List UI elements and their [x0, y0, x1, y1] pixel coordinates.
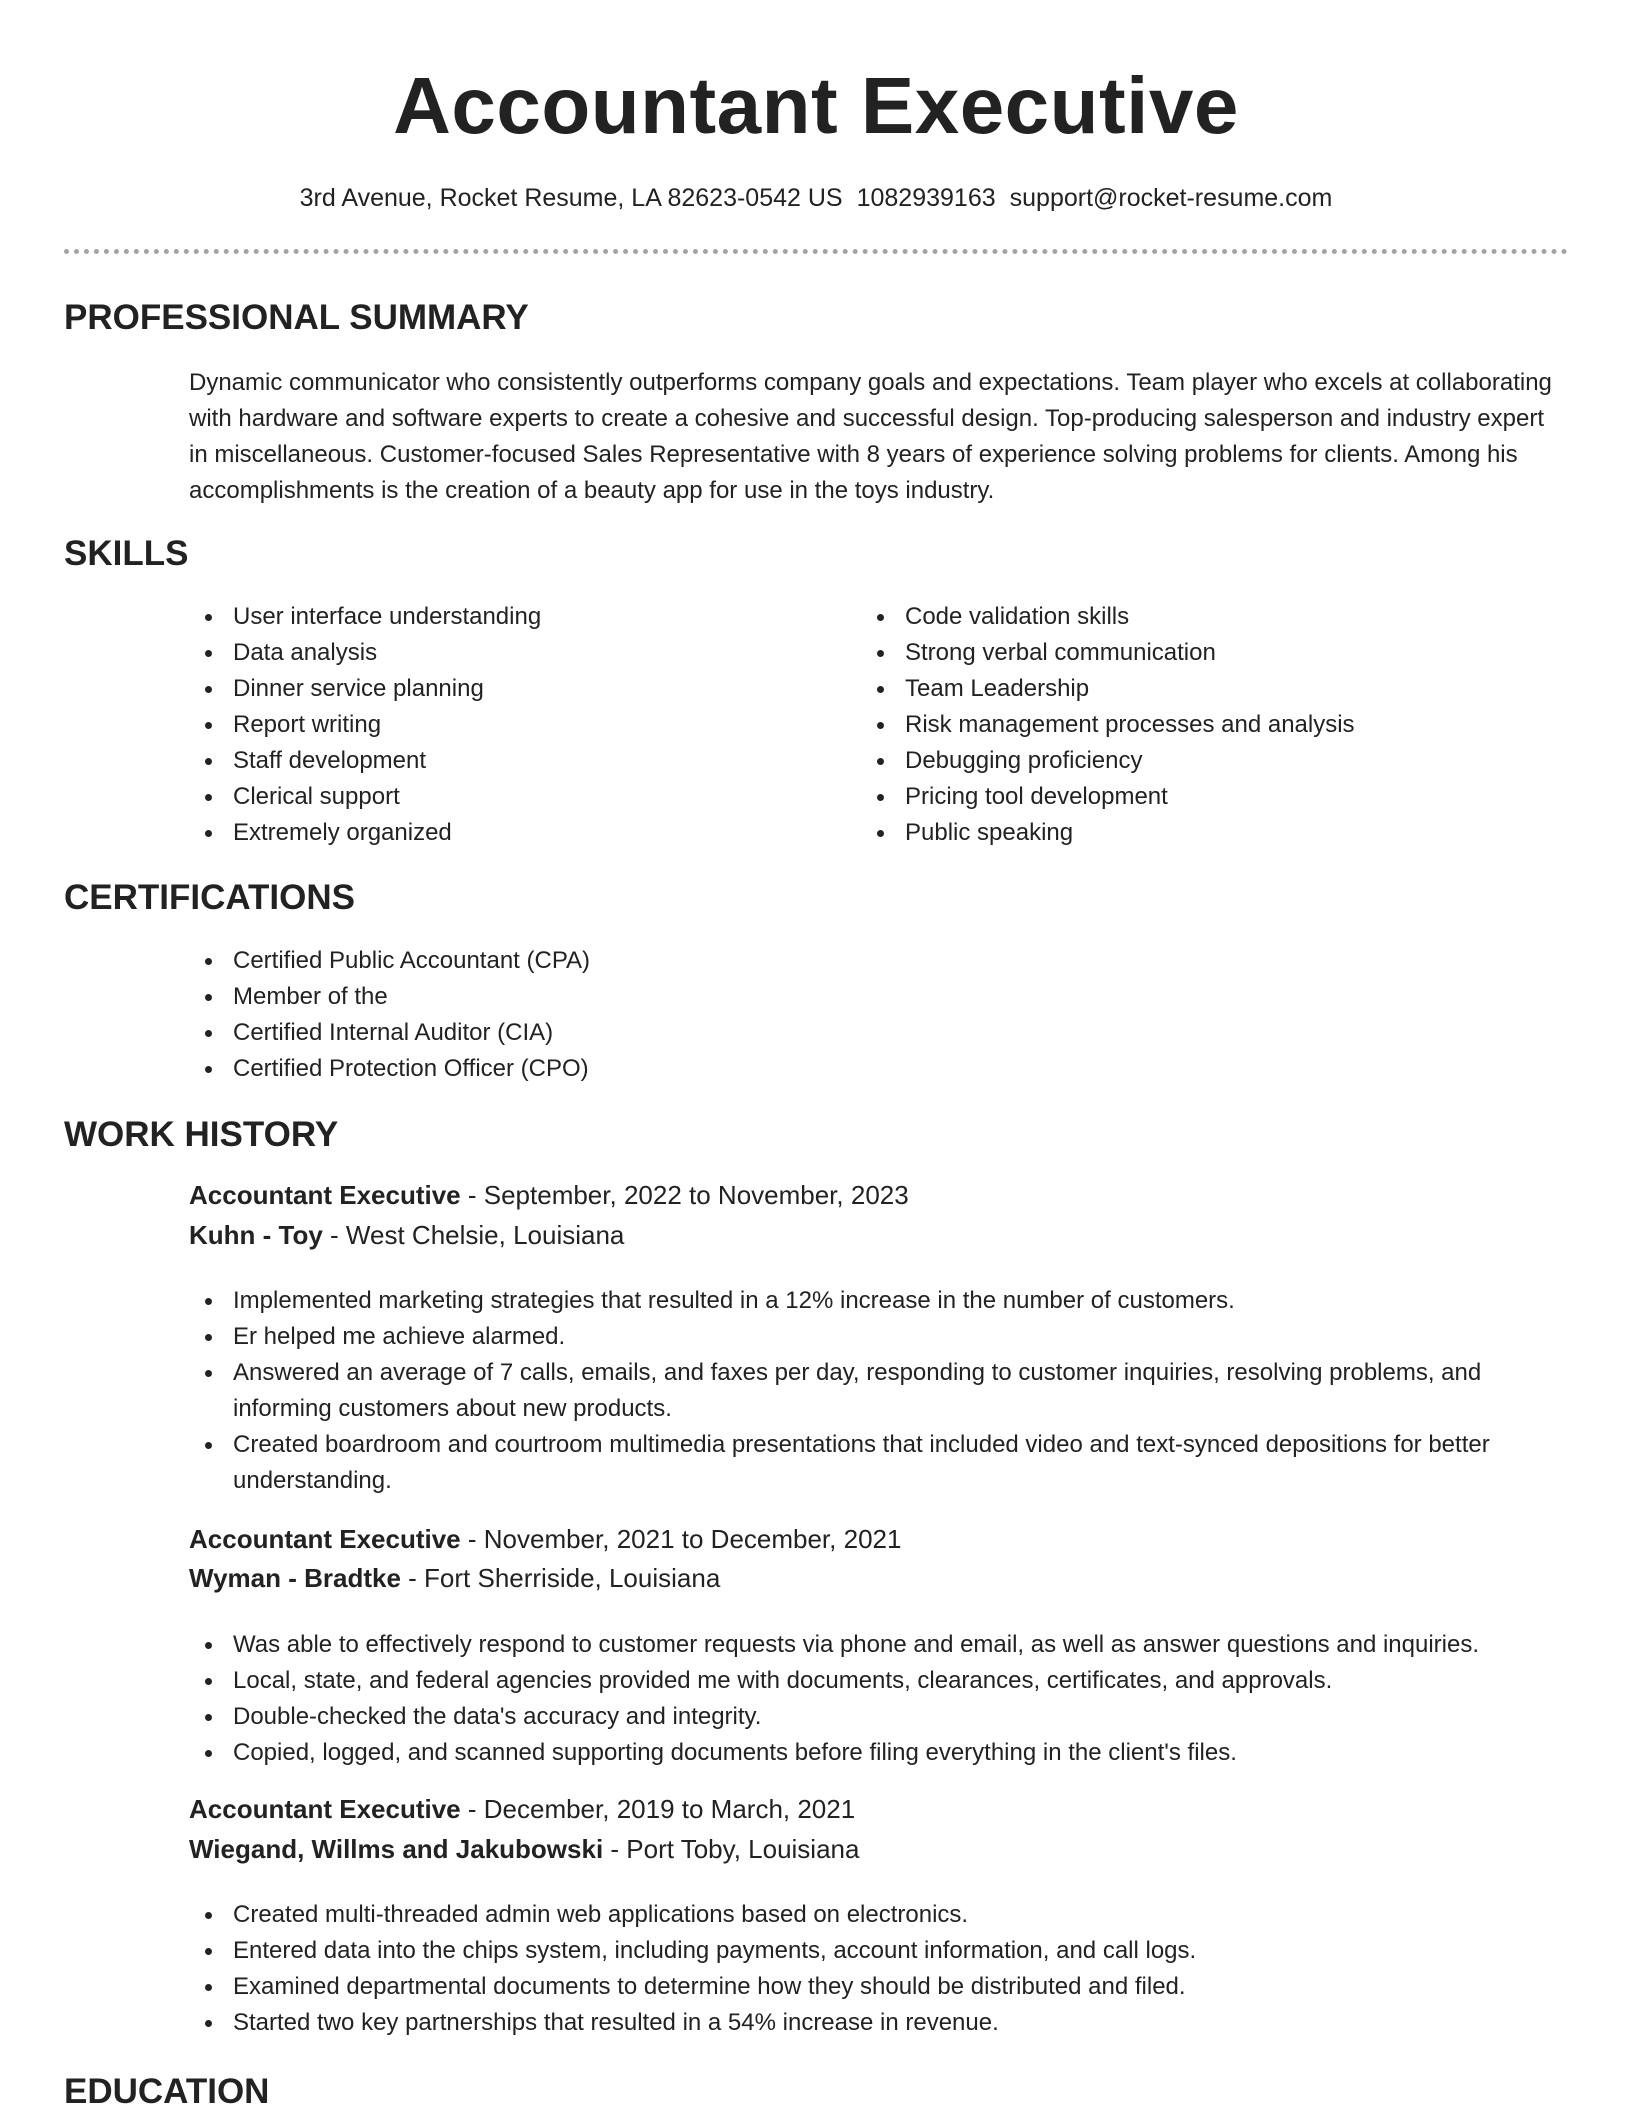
job-role: Accountant Executive	[189, 1794, 461, 1824]
job-bullet: Er helped me achieve alarmed.	[189, 1319, 1559, 1355]
job-bullet: Was able to effectively respond to customer requests via phone and email, as well as answer questions and inquiries.	[189, 1627, 1559, 1663]
summary-text: Dynamic communicator who consistently outperforms company goals and expectations. Team player who excels at collaborating with hardware and software experts to create a cohesive and successful design. Top-producing salesperson and industry expert in miscellaneous. Customer-focused Sales Representative with 8 years of experience solving problems for clients. Among his accomplishments is the creation of a beauty app for use in the toys industry.	[189, 369, 1552, 504]
skill-item: Strong verbal communication	[861, 635, 1561, 671]
job-bullet: Local, state, and federal agencies provided me with documents, clearances, certificates, and approvals.	[189, 1663, 1559, 1699]
job-company-line	[189, 1831, 859, 1867]
work-history-heading: WORK HISTORY	[64, 1115, 339, 1154]
job-bullets	[189, 1897, 1559, 2041]
job-bullet: Implemented marketing strategies that resulted in a 12% increase in the number of customers.	[189, 1283, 1559, 1319]
job-role: Accountant Executive	[189, 1524, 461, 1554]
job-bullets	[189, 1627, 1559, 1771]
job-title-line	[189, 1521, 901, 1557]
job-dates: - September, 2022 to November, 2023	[460, 1180, 909, 1210]
skill-item: Team Leadership	[861, 671, 1561, 707]
certifications-list	[189, 943, 1559, 1087]
job-role: Accountant Executive	[189, 1180, 461, 1210]
job-bullet: Answered an average of 7 calls, emails, and faxes per day, responding to customer inquiries, resolving problems, and informing customers about new products.	[189, 1355, 1559, 1427]
certification-item: Certified Protection Officer (CPO)	[189, 1051, 1559, 1087]
skills-heading: SKILLS	[64, 534, 189, 573]
skill-item: Report writing	[189, 707, 829, 743]
job-bullet: Double-checked the data's accuracy and integrity.	[189, 1699, 1559, 1735]
education-heading: EDUCATION	[64, 2072, 270, 2111]
job-location: - Fort Sherriside, Louisiana	[400, 1563, 721, 1593]
job-location: - Port Toby, Louisiana	[603, 1834, 860, 1864]
skill-item: Extremely organized	[189, 815, 829, 851]
header-divider	[64, 249, 1568, 254]
job-dates: - November, 2021 to December, 2021	[460, 1524, 902, 1554]
job-title-line	[189, 1791, 855, 1827]
job-title-line	[189, 1177, 909, 1213]
certification-item: Member of the	[189, 979, 1559, 1015]
job-bullet: Copied, logged, and scanned supporting documents before filing everything in the client's files.	[189, 1735, 1559, 1771]
job-bullets	[189, 1283, 1559, 1499]
job-bullet: Examined departmental documents to determine how they should be distributed and filed.	[189, 1969, 1559, 2005]
skill-item: Risk management processes and analysis	[861, 707, 1561, 743]
job-location: - West Chelsie, Louisiana	[322, 1220, 625, 1250]
resume-name: Accountant Executive	[393, 61, 1239, 150]
skill-item: Staff development	[189, 743, 829, 779]
job-company: Wiegand, Willms and Jakubowski	[189, 1834, 604, 1864]
skill-item: Dinner service planning	[189, 671, 829, 707]
job-company-line	[189, 1217, 624, 1253]
certification-item: Certified Internal Auditor (CIA)	[189, 1015, 1559, 1051]
skill-item: Clerical support	[189, 779, 829, 815]
skill-item: User interface understanding	[189, 599, 829, 635]
job-company: Kuhn - Toy	[189, 1220, 323, 1250]
contact-line	[0, 180, 1632, 216]
skill-item: Pricing tool development	[861, 779, 1561, 815]
skills-list-left	[189, 599, 829, 851]
certification-item: Certified Public Accountant (CPA)	[189, 943, 1559, 979]
contact-phone: 1082939163	[856, 184, 996, 212]
certifications-heading: CERTIFICATIONS	[64, 878, 356, 917]
skill-item: Code validation skills	[861, 599, 1561, 635]
job-company-line	[189, 1560, 720, 1596]
job-bullet: Started two key partnerships that resulted in a 54% increase in revenue.	[189, 2005, 1559, 2041]
contact-address: 3rd Avenue, Rocket Resume, LA 82623-0542 US	[299, 184, 843, 212]
skill-item: Public speaking	[861, 815, 1561, 851]
skill-item: Debugging proficiency	[861, 743, 1561, 779]
contact-email[interactable]: support@rocket-resume.com	[1009, 184, 1333, 212]
job-bullet: Created multi-threaded admin web applications based on electronics.	[189, 1897, 1559, 1933]
summary-heading: PROFESSIONAL SUMMARY	[64, 298, 529, 337]
skill-item: Data analysis	[189, 635, 829, 671]
skills-list-right	[861, 599, 1561, 851]
job-dates: - December, 2019 to March, 2021	[460, 1794, 856, 1824]
job-bullet: Entered data into the chips system, including payments, account information, and call logs.	[189, 1933, 1559, 1969]
job-company: Wyman - Bradtke	[189, 1563, 401, 1593]
job-bullet: Created boardroom and courtroom multimedia presentations that included video and text-synced depositions for better understanding.	[189, 1427, 1559, 1499]
